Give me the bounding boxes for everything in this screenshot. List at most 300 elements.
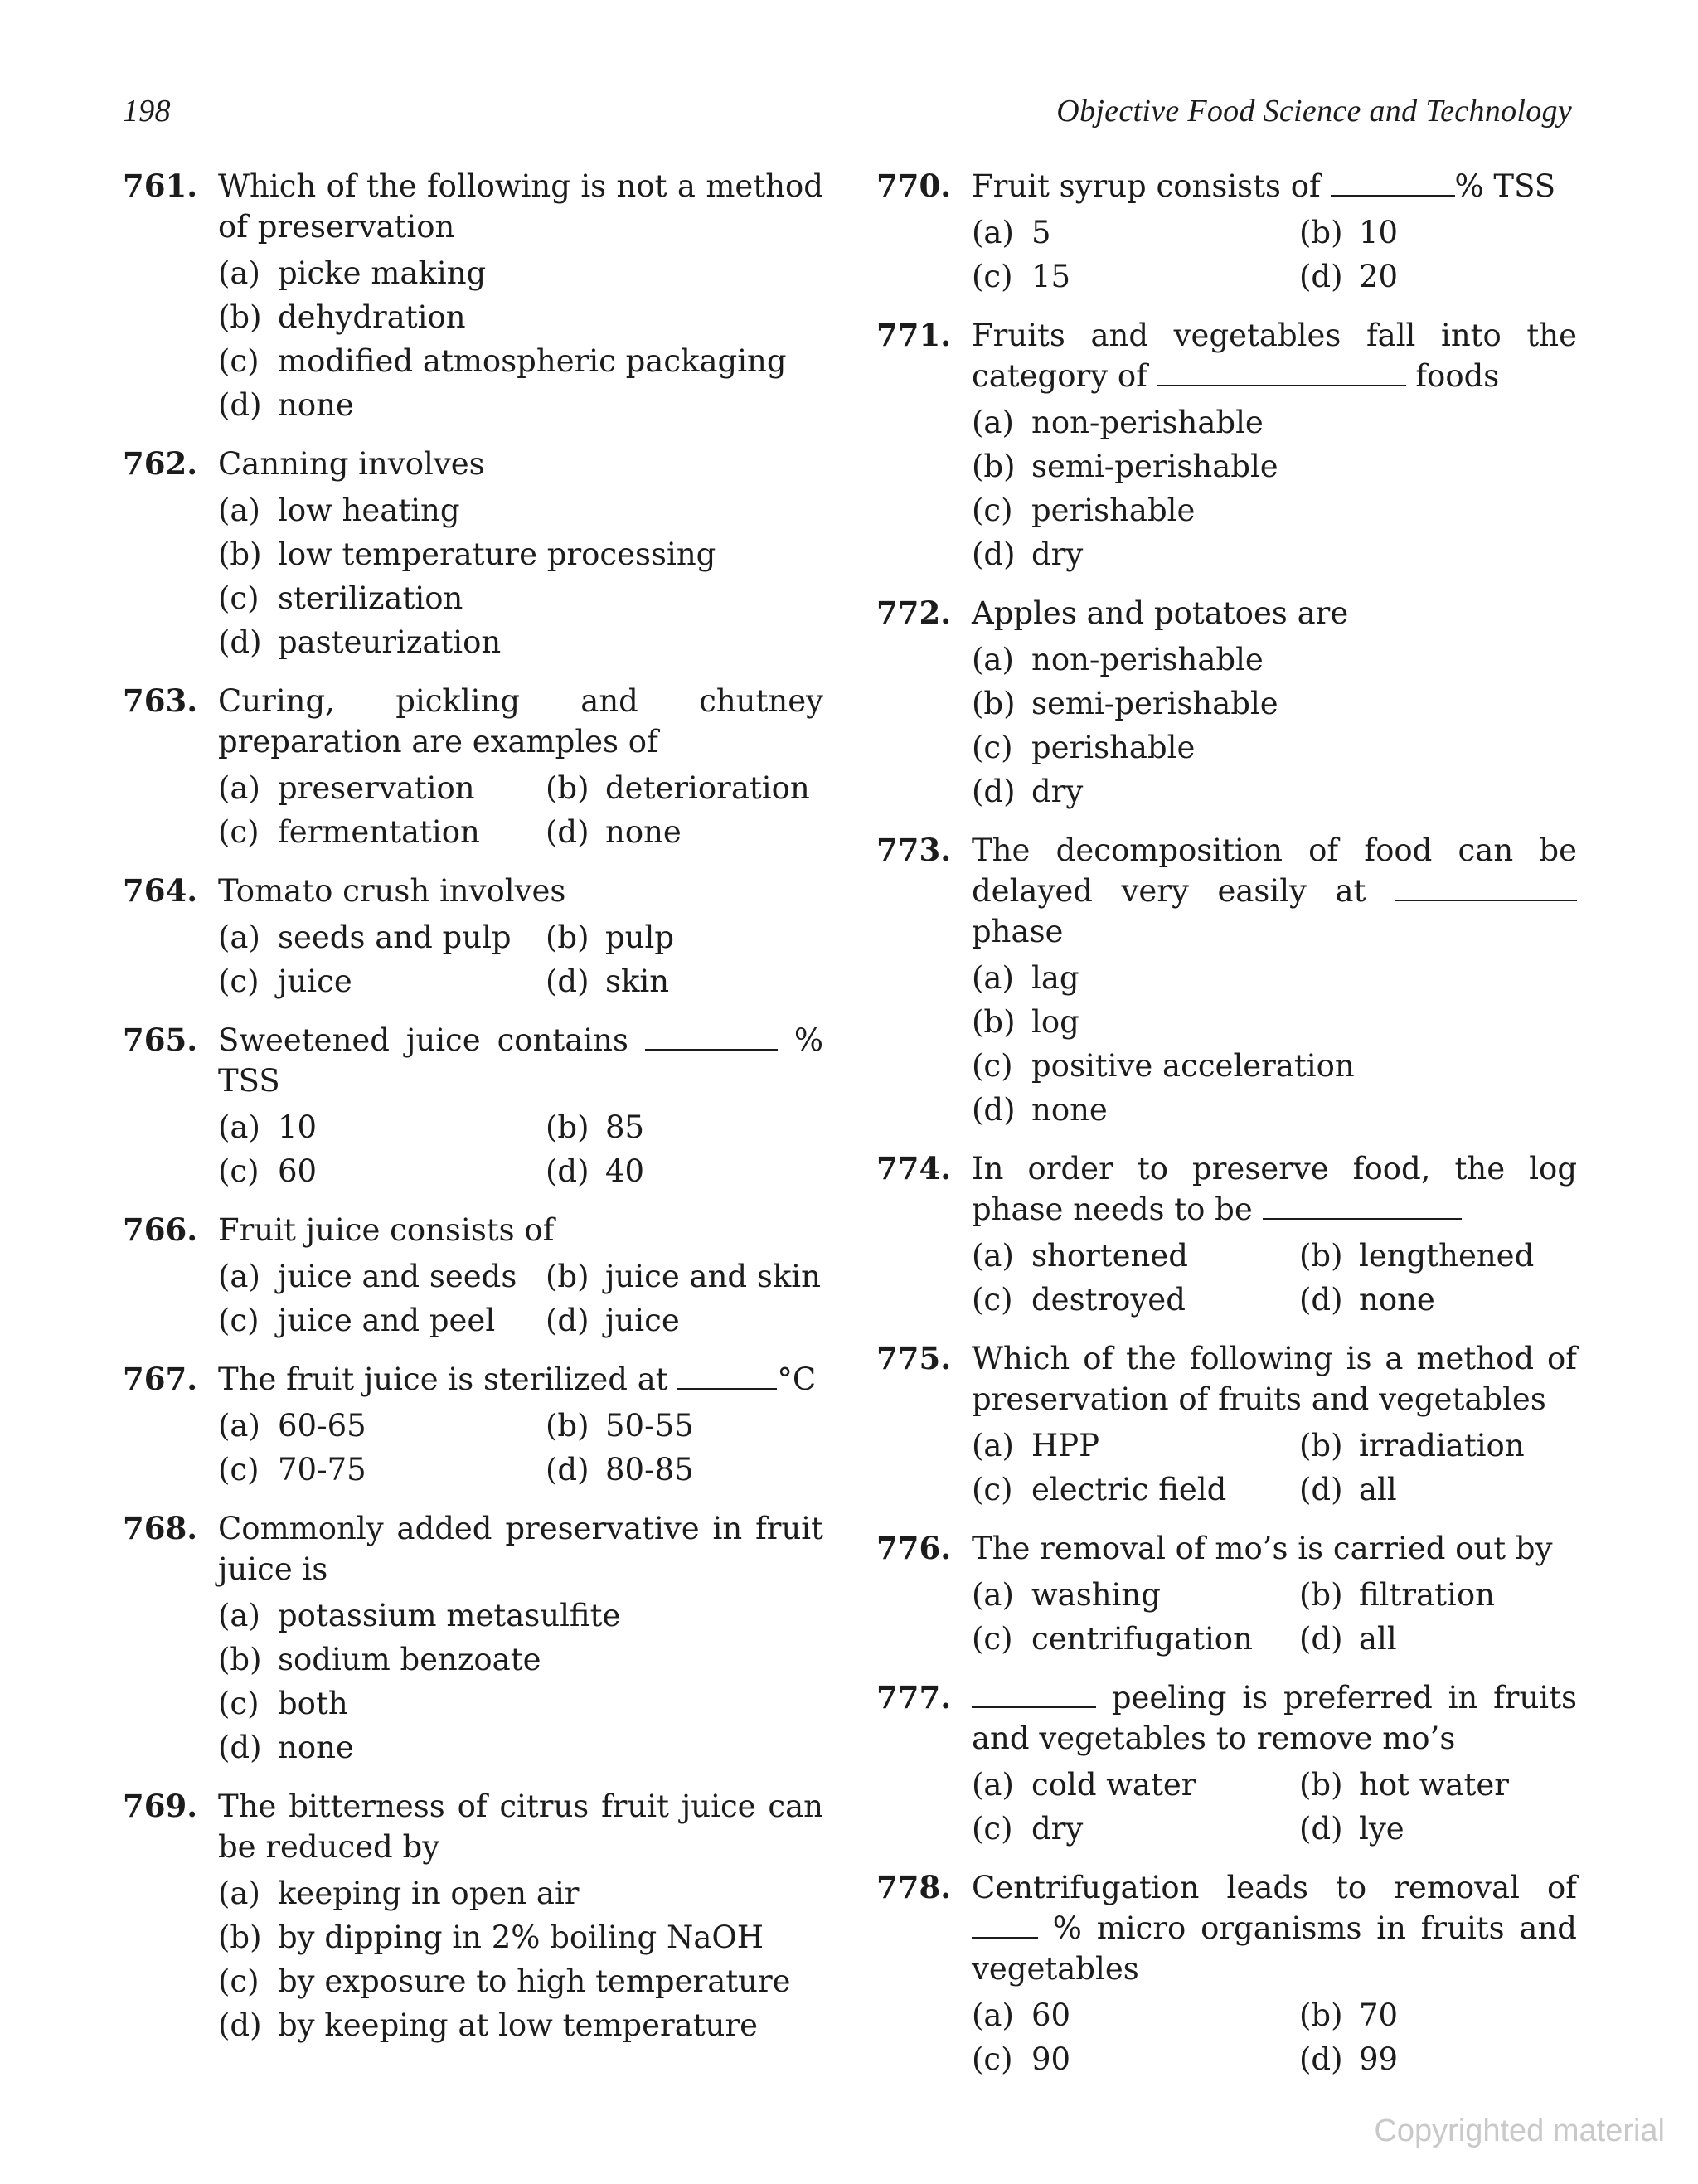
answer-option bbox=[546, 810, 823, 854]
question-number: 772. bbox=[876, 595, 952, 631]
question-number: 769. bbox=[123, 1788, 198, 1824]
answer-options bbox=[972, 1993, 1577, 2081]
fill-in-blank bbox=[972, 1909, 1038, 1939]
answer-option bbox=[972, 1424, 1299, 1468]
stem-text: Canning involves bbox=[218, 446, 485, 482]
option-label: (b) bbox=[546, 1259, 589, 1294]
answer-options bbox=[972, 211, 1577, 298]
option-text: by dipping in 2% boiling NaOH bbox=[278, 1919, 764, 1955]
option-label: (d) bbox=[546, 963, 589, 999]
answer-options bbox=[218, 1871, 823, 2047]
answer-option bbox=[972, 211, 1299, 255]
option-text: juice and seeds bbox=[278, 1259, 517, 1294]
option-text: 99 bbox=[1359, 2041, 1399, 2077]
option-label: (c) bbox=[972, 493, 1013, 528]
answer-option bbox=[218, 532, 823, 576]
option-text: log bbox=[1031, 1004, 1079, 1040]
running-title: Objective Food Science and Technology bbox=[1056, 94, 1572, 129]
option-label: (b) bbox=[218, 1919, 262, 1955]
option-label: (c) bbox=[972, 1811, 1013, 1847]
fill-in-blank bbox=[1263, 1190, 1462, 1220]
answer-option bbox=[218, 1105, 546, 1149]
question-stem bbox=[218, 871, 823, 911]
option-label: (a) bbox=[218, 1408, 260, 1444]
question-stem bbox=[218, 444, 823, 484]
answer-option bbox=[218, 810, 546, 854]
answer-option bbox=[218, 1959, 823, 2003]
answer-option bbox=[546, 1149, 823, 1193]
question-number: 766. bbox=[123, 1211, 198, 1248]
option-text: 85 bbox=[605, 1109, 645, 1145]
answer-option bbox=[972, 255, 1299, 298]
option-label: (d) bbox=[1299, 259, 1343, 294]
answer-option bbox=[972, 1573, 1299, 1617]
answer-option bbox=[546, 766, 823, 810]
option-text: fermentation bbox=[278, 814, 480, 850]
fill-in-blank bbox=[645, 1021, 778, 1051]
option-text: all bbox=[1359, 1472, 1397, 1507]
option-label: (a) bbox=[218, 1598, 260, 1633]
option-text: juice and peel bbox=[278, 1303, 496, 1338]
answer-options bbox=[218, 1404, 823, 1492]
option-label: (d) bbox=[546, 1303, 589, 1338]
question-item bbox=[876, 1528, 1577, 1661]
question-item bbox=[123, 1210, 823, 1342]
question-item bbox=[876, 166, 1577, 298]
answer-option bbox=[218, 2003, 823, 2047]
question-number: 778. bbox=[876, 1869, 952, 1905]
option-label: (c) bbox=[972, 2041, 1013, 2077]
answer-option bbox=[218, 576, 823, 620]
answer-option bbox=[972, 400, 1577, 444]
answer-options bbox=[218, 488, 823, 664]
question-item bbox=[876, 1148, 1577, 1322]
answer-option bbox=[972, 769, 1577, 813]
question-stem bbox=[218, 1020, 823, 1101]
fill-in-blank bbox=[677, 1360, 777, 1390]
option-text: non-perishable bbox=[1031, 405, 1264, 440]
answer-option bbox=[972, 1278, 1299, 1322]
option-label: (a) bbox=[972, 1428, 1014, 1463]
option-label: (a) bbox=[972, 642, 1014, 677]
answer-option bbox=[972, 726, 1577, 769]
answer-option bbox=[546, 1105, 823, 1149]
option-text: centrifugation bbox=[1031, 1621, 1253, 1657]
answer-option bbox=[1299, 255, 1577, 298]
question-number: 764. bbox=[123, 872, 198, 909]
option-text: washing bbox=[1031, 1577, 1161, 1613]
answer-option bbox=[218, 620, 823, 664]
option-label: (c) bbox=[972, 259, 1013, 294]
answer-option bbox=[218, 915, 546, 959]
option-text: keeping in open air bbox=[278, 1876, 580, 1911]
stem-text: Which of the following is a method of preservation of fruits and vegetables bbox=[972, 1341, 1577, 1417]
option-label: (a) bbox=[972, 1767, 1014, 1803]
answer-option bbox=[1299, 1234, 1577, 1278]
option-label: (c) bbox=[218, 1686, 260, 1721]
option-text: pulp bbox=[605, 920, 675, 955]
answer-options bbox=[218, 1105, 823, 1193]
option-text: perishable bbox=[1031, 730, 1196, 765]
question-stem bbox=[972, 593, 1577, 633]
option-text: picke making bbox=[278, 255, 487, 291]
option-label: (d) bbox=[1299, 1811, 1343, 1847]
stem-text: The decomposition of food can be delayed very easily at bbox=[972, 832, 1577, 909]
option-label: (a) bbox=[972, 405, 1014, 440]
option-label: (c) bbox=[972, 1048, 1013, 1084]
option-text: 20 bbox=[1359, 259, 1399, 294]
option-label: (b) bbox=[1299, 1997, 1343, 2033]
question-stem bbox=[972, 1528, 1577, 1569]
fill-in-blank bbox=[1395, 871, 1577, 901]
question-stem bbox=[218, 1786, 823, 1867]
answer-options bbox=[218, 1594, 823, 1769]
option-text: none bbox=[278, 1730, 354, 1765]
question-stem bbox=[218, 1359, 823, 1400]
question-stem bbox=[972, 1867, 1577, 1989]
answer-options bbox=[972, 1234, 1577, 1322]
stem-text: Tomato crush involves bbox=[218, 873, 566, 909]
option-text: juice bbox=[278, 963, 352, 999]
option-label: (b) bbox=[972, 1004, 1016, 1040]
stem-text: foods bbox=[1405, 358, 1500, 394]
answer-option bbox=[972, 1617, 1299, 1661]
option-text: dry bbox=[1031, 1811, 1084, 1847]
option-label: (a) bbox=[218, 255, 260, 291]
option-text: dehydration bbox=[278, 299, 466, 335]
option-label: (a) bbox=[218, 1259, 260, 1294]
option-label: (d) bbox=[218, 2007, 262, 2043]
question-item bbox=[123, 1020, 823, 1193]
option-text: by keeping at low temperature bbox=[278, 2007, 759, 2043]
answer-options bbox=[972, 400, 1577, 576]
option-label: (c) bbox=[218, 1963, 260, 1999]
answer-option bbox=[972, 1807, 1299, 1851]
option-text: 15 bbox=[1031, 259, 1071, 294]
answer-option bbox=[972, 488, 1577, 532]
question-item bbox=[123, 166, 823, 427]
stem-text: Apples and potatoes are bbox=[972, 595, 1349, 631]
option-text: 40 bbox=[605, 1153, 645, 1189]
option-text: semi-perishable bbox=[1031, 449, 1278, 484]
answer-option bbox=[546, 959, 823, 1003]
option-label: (b) bbox=[1299, 1767, 1343, 1803]
stem-text: Fruits and vegetables fall into the category of bbox=[972, 318, 1577, 394]
option-label: (c) bbox=[972, 1282, 1013, 1318]
option-label: (d) bbox=[546, 814, 589, 850]
option-text: juice bbox=[605, 1303, 680, 1338]
stem-text: peeling is preferred in fruits and vegetables to remove mo’s bbox=[972, 1680, 1577, 1756]
option-text: potassium metasulfite bbox=[278, 1598, 621, 1633]
answer-option bbox=[1299, 1278, 1577, 1322]
option-label: (a) bbox=[972, 1238, 1014, 1274]
option-text: perishable bbox=[1031, 493, 1196, 528]
option-text: destroyed bbox=[1031, 1282, 1186, 1318]
option-label: (a) bbox=[218, 920, 260, 955]
option-label: (a) bbox=[972, 960, 1014, 996]
stem-text: Which of the following is not a method of preservation bbox=[218, 168, 823, 245]
question-item bbox=[123, 1508, 823, 1769]
option-label: (d) bbox=[1299, 1472, 1343, 1507]
answer-option bbox=[218, 1149, 546, 1193]
fill-in-blank bbox=[1331, 167, 1455, 197]
answer-option bbox=[972, 1000, 1577, 1044]
answer-option bbox=[218, 251, 823, 295]
option-text: 50-55 bbox=[605, 1408, 694, 1444]
answer-options bbox=[218, 1255, 823, 1342]
option-text: 10 bbox=[278, 1109, 318, 1145]
answer-option bbox=[218, 1915, 823, 1959]
stem-text: Fruit syrup consists of bbox=[972, 168, 1331, 204]
option-text: modified atmospheric packaging bbox=[278, 343, 787, 379]
option-text: dry bbox=[1031, 774, 1084, 809]
answer-options bbox=[972, 956, 1577, 1132]
question-number: 761. bbox=[123, 167, 198, 204]
option-text: none bbox=[1031, 1092, 1108, 1128]
answer-option bbox=[1299, 2037, 1577, 2081]
option-text: none bbox=[605, 814, 682, 850]
question-item bbox=[876, 315, 1577, 576]
option-text: irradiation bbox=[1359, 1428, 1525, 1463]
stem-text: % micro organisms in fruits and vegetables bbox=[972, 1910, 1577, 1987]
option-label: (b) bbox=[218, 1642, 262, 1677]
option-text: lye bbox=[1359, 1811, 1404, 1847]
option-label: (b) bbox=[1299, 1428, 1343, 1463]
question-stem bbox=[218, 1210, 823, 1250]
stem-text: Curing, pickling and chutney preparation are examples of bbox=[218, 683, 823, 760]
answer-option bbox=[218, 1682, 823, 1725]
fill-in-blank bbox=[972, 1678, 1096, 1708]
option-label: (b) bbox=[218, 536, 262, 572]
question-number: 775. bbox=[876, 1340, 952, 1376]
option-text: 70 bbox=[1359, 1997, 1399, 2033]
answer-option bbox=[218, 295, 823, 339]
option-label: (b) bbox=[972, 686, 1016, 721]
option-label: (b) bbox=[1299, 215, 1343, 250]
question-stem bbox=[218, 1508, 823, 1589]
answer-options bbox=[972, 1424, 1577, 1512]
answer-option bbox=[218, 1638, 823, 1682]
option-text: none bbox=[1359, 1282, 1435, 1318]
option-text: 60 bbox=[278, 1153, 318, 1189]
question-number: 768. bbox=[123, 1510, 198, 1546]
option-label: (d) bbox=[218, 1730, 262, 1765]
answer-option bbox=[1299, 1424, 1577, 1468]
question-item bbox=[876, 1867, 1577, 2081]
option-label: (b) bbox=[546, 1408, 589, 1444]
option-label: (d) bbox=[1299, 1282, 1343, 1318]
answer-option bbox=[1299, 1807, 1577, 1851]
answer-option bbox=[218, 1594, 823, 1638]
option-label: (c) bbox=[218, 1452, 260, 1488]
stem-text: The bitterness of citrus fruit juice can be reduced by bbox=[218, 1788, 823, 1865]
stem-text: % TSS bbox=[1454, 168, 1556, 204]
option-label: (b) bbox=[1299, 1577, 1343, 1613]
answer-option bbox=[218, 1255, 546, 1298]
answer-option bbox=[218, 488, 823, 532]
question-number: 765. bbox=[123, 1022, 198, 1058]
question-stem bbox=[972, 830, 1577, 952]
question-number: 770. bbox=[876, 167, 952, 204]
answer-option bbox=[218, 1298, 546, 1342]
answer-option bbox=[218, 339, 823, 383]
option-text: preservation bbox=[278, 770, 475, 806]
option-text: low temperature processing bbox=[278, 536, 716, 572]
answer-option bbox=[972, 682, 1577, 726]
page-number: 198 bbox=[123, 94, 171, 129]
option-text: lengthened bbox=[1359, 1238, 1535, 1274]
option-label: (a) bbox=[218, 1876, 260, 1911]
option-text: 70-75 bbox=[278, 1452, 366, 1488]
option-label: (c) bbox=[218, 814, 260, 850]
option-label: (d) bbox=[972, 774, 1016, 809]
answer-options bbox=[218, 251, 823, 427]
question-number: 771. bbox=[876, 317, 952, 353]
answer-option bbox=[972, 1763, 1299, 1807]
option-text: positive acceleration bbox=[1031, 1048, 1355, 1084]
answer-option bbox=[218, 1404, 546, 1448]
option-text: 5 bbox=[1031, 215, 1051, 250]
answer-option bbox=[218, 383, 823, 427]
option-label: (a) bbox=[972, 215, 1014, 250]
option-text: lag bbox=[1031, 960, 1079, 996]
option-text: deterioration bbox=[605, 770, 810, 806]
option-text: dry bbox=[1031, 536, 1084, 572]
answer-options bbox=[972, 1763, 1577, 1851]
question-number: 777. bbox=[876, 1679, 952, 1716]
question-item bbox=[876, 593, 1577, 813]
question-stem bbox=[218, 166, 823, 247]
answer-option bbox=[218, 766, 546, 810]
answer-options bbox=[972, 638, 1577, 813]
option-label: (d) bbox=[546, 1153, 589, 1189]
option-label: (c) bbox=[972, 730, 1013, 765]
stem-text: phase bbox=[972, 914, 1064, 949]
left-column bbox=[123, 166, 823, 2064]
answer-option bbox=[218, 959, 546, 1003]
option-label: (d) bbox=[218, 624, 262, 660]
answer-option bbox=[972, 956, 1577, 1000]
option-label: (c) bbox=[972, 1621, 1013, 1657]
option-text: by exposure to high temperature bbox=[278, 1963, 791, 1999]
option-label: (d) bbox=[1299, 1621, 1343, 1657]
answer-option bbox=[218, 1871, 823, 1915]
option-text: sodium benzoate bbox=[278, 1642, 541, 1677]
question-stem bbox=[972, 1148, 1577, 1230]
answer-option bbox=[972, 638, 1577, 682]
answer-option bbox=[546, 1298, 823, 1342]
option-text: filtration bbox=[1359, 1577, 1495, 1613]
option-label: (c) bbox=[218, 1153, 260, 1189]
option-text: cold water bbox=[1031, 1767, 1196, 1803]
option-text: all bbox=[1359, 1621, 1397, 1657]
option-label: (a) bbox=[218, 493, 260, 528]
option-text: skin bbox=[605, 963, 670, 999]
option-text: 60 bbox=[1031, 1997, 1071, 2033]
question-item bbox=[123, 681, 823, 854]
option-text: 10 bbox=[1359, 215, 1399, 250]
answer-option bbox=[972, 1088, 1577, 1132]
option-label: (d) bbox=[218, 387, 262, 423]
option-label: (c) bbox=[218, 343, 260, 379]
option-label: (c) bbox=[218, 580, 260, 616]
option-label: (a) bbox=[218, 770, 260, 806]
option-label: (c) bbox=[972, 1472, 1013, 1507]
stem-text: Sweetened juice contains bbox=[218, 1022, 645, 1058]
option-label: (b) bbox=[1299, 1238, 1343, 1274]
answer-option bbox=[546, 1255, 823, 1298]
option-text: juice and skin bbox=[605, 1259, 821, 1294]
question-item bbox=[876, 830, 1577, 1132]
answer-option bbox=[1299, 1573, 1577, 1617]
question-item bbox=[123, 1786, 823, 2047]
answer-options bbox=[218, 766, 823, 854]
option-text: non-perishable bbox=[1031, 642, 1264, 677]
answer-option bbox=[972, 1234, 1299, 1278]
answer-option bbox=[218, 1448, 546, 1492]
answer-option bbox=[972, 1468, 1299, 1512]
answer-options bbox=[972, 1573, 1577, 1661]
answer-option bbox=[546, 915, 823, 959]
question-item bbox=[123, 444, 823, 664]
option-text: low heating bbox=[278, 493, 460, 528]
stem-text: Commonly added preservative in fruit juice is bbox=[218, 1511, 823, 1587]
right-column bbox=[876, 166, 1577, 2098]
question-number: 776. bbox=[876, 1530, 952, 1566]
question-number: 774. bbox=[876, 1150, 952, 1187]
stem-text: The fruit juice is sterilized at bbox=[218, 1361, 678, 1397]
option-label: (c) bbox=[218, 963, 260, 999]
option-label: (d) bbox=[972, 1092, 1016, 1128]
question-stem bbox=[972, 315, 1577, 396]
answer-option bbox=[1299, 1617, 1577, 1661]
answer-option bbox=[218, 1725, 823, 1769]
answer-option bbox=[546, 1448, 823, 1492]
question-stem bbox=[972, 166, 1577, 206]
option-text: seeds and pulp bbox=[278, 920, 512, 955]
option-label: (a) bbox=[972, 1997, 1014, 2033]
option-label: (b) bbox=[546, 920, 589, 955]
answer-option bbox=[1299, 1993, 1577, 2037]
option-label: (d) bbox=[546, 1452, 589, 1488]
question-stem bbox=[218, 681, 823, 762]
question-item bbox=[876, 1338, 1577, 1512]
stem-text: Centrifugation leads to removal of bbox=[972, 1870, 1577, 1905]
stem-text: % TSS bbox=[218, 1022, 824, 1099]
answer-option bbox=[972, 532, 1577, 576]
answer-option bbox=[546, 1404, 823, 1448]
answer-option bbox=[972, 444, 1577, 488]
answer-option bbox=[972, 2037, 1299, 2081]
option-text: electric field bbox=[1031, 1472, 1227, 1507]
stem-text: Fruit juice consists of bbox=[218, 1212, 555, 1248]
option-label: (c) bbox=[218, 1303, 260, 1338]
question-stem bbox=[972, 1338, 1577, 1420]
answer-option bbox=[1299, 1763, 1577, 1807]
question-number: 762. bbox=[123, 445, 198, 482]
answer-option bbox=[1299, 1468, 1577, 1512]
option-label: (b) bbox=[546, 1109, 589, 1145]
question-number: 767. bbox=[123, 1361, 198, 1397]
answer-option bbox=[972, 1044, 1577, 1088]
question-stem bbox=[972, 1677, 1577, 1759]
option-label: (b) bbox=[972, 449, 1016, 484]
option-text: 80-85 bbox=[605, 1452, 694, 1488]
option-label: (b) bbox=[218, 299, 262, 335]
watermark: Copyrighted material bbox=[1374, 2114, 1665, 2148]
question-item bbox=[123, 871, 823, 1003]
answer-options bbox=[218, 915, 823, 1003]
